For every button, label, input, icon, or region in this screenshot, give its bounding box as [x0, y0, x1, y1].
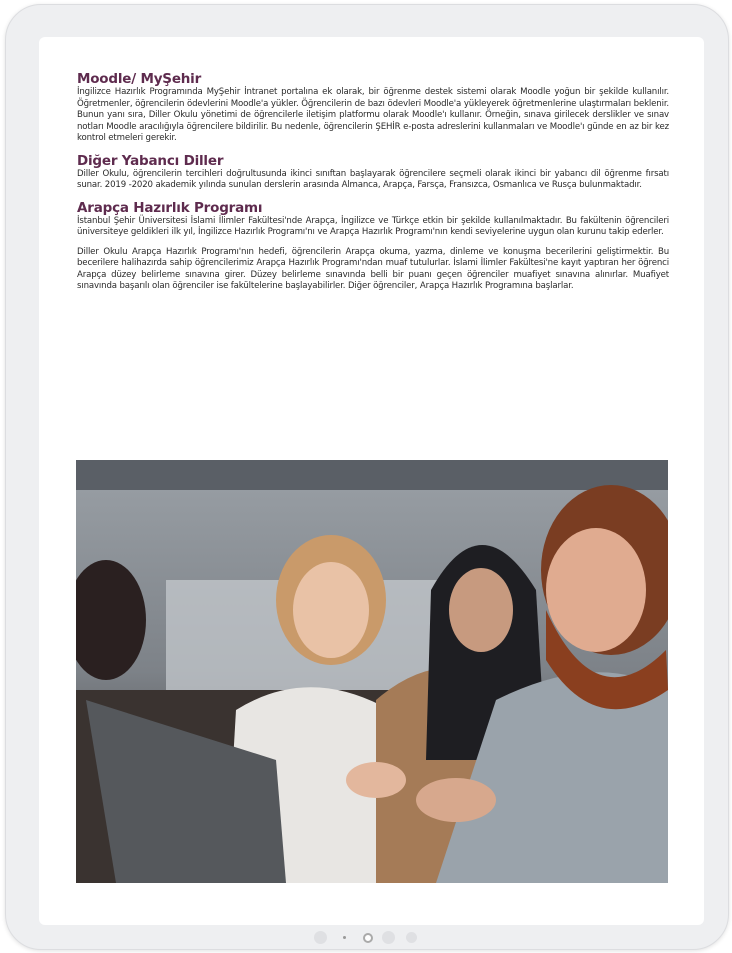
section-title: Diğer Yabancı Diller	[77, 152, 224, 169]
section-paragraph: İngilizce Hazırlık Programında MyŞehir İntranet portalına ek olarak, bir öğrenme destek sistemi olarak Moodle yoğun bir şekilde kullanılır. Öğretmenler, öğrencilerin ödevlerini Moodle'a yükler. Öğrencilerin de bazı ödevleri Moodle'a yükleyerek öğretmenlerine ulaştırmaları beklenir. Bunun yanı sıra, Diller Okulu yönetimi de öğrencilerle iletişim platformu olarak Moodle'ı kullanır. Örneğin, sınava girilecek derslikler ve sınav notları Moodle aracılığıyla öğrencilere bildirilir. Bu nedenle, öğrencilerin ŞEHİR e-posta adreslerini kullanmaları ve Moodle'ı günde en az bir kez kontrol etmeleri gerekir.	[77, 87, 669, 143]
section-other-languages	[77, 153, 669, 192]
tablet-screen	[39, 37, 704, 925]
section-title: Arapça Hazırlık Programı	[77, 199, 263, 216]
section-paragraph: İstanbul Şehir Üniversitesi İslami İlimler Fakültesi'nde Arapça, İngilizce ve Türkçe etkin bir şekilde kullanılmaktadır. Bu fakültenin öğrencileri üniversiteye geldikleri ilk yıl, İngilizce Hazırlık Programı'nı ve Arapça Hazırlık Programı'nın kendi seviyelerine uygun olan kurunu takip ederler.	[77, 215, 669, 237]
page-dot[interactable]	[406, 932, 417, 943]
section-paragraph: Diller Okulu Arapça Hazırlık Programı'nın hedefi, öğrencilerin Arapça okuma, yazma, dinleme ve konuşma becerilerini geliştirmektir. Bu becerilere halihazırda sahip öğrencilerimiz Arapça Hazırlık Programı'ndan muaf tutulurlar. İslami İlimler Fakültesi'ne kayıt yaptıran her öğrenci Arapça düzey belirleme sınavına girer. Düzey belirleme sınavında belli bir puanı geçen öğrenciler muafiyet sınavına alınırlar. Muafiyet sınavında başarılı olan öğrenciler ise fakültelerine başlayabilirler. Diğer öğrenciler, Arapça Hazırlık Programına başlarlar.	[77, 246, 669, 291]
section-moodle	[77, 71, 669, 145]
page-dot[interactable]	[314, 931, 327, 944]
section-title: Moodle/ MyŞehir	[77, 71, 202, 87]
section-paragraph: Diller Okulu, öğrencilerin tercihleri doğrultusunda ikinci sınıftan başlayarak öğrencilere seçmeli olarak ikinci bir yabancı dil öğrenme fırsatı sunar. 2019 -2020 akademik yılında sunulan derslerin arasında Almanca, Arapça, Farsça, Fransızca, Osmanlıca ve Rusça bulunmaktadır.	[77, 168, 669, 190]
page-dot[interactable]	[343, 936, 346, 939]
page-indicator	[1, 925, 732, 949]
section-arabic-prep	[77, 200, 669, 293]
students-photo	[76, 460, 668, 883]
tablet-frame	[5, 4, 729, 950]
document-page	[77, 71, 669, 301]
page-dot-active[interactable]	[363, 933, 373, 943]
page-dot[interactable]	[382, 931, 395, 944]
